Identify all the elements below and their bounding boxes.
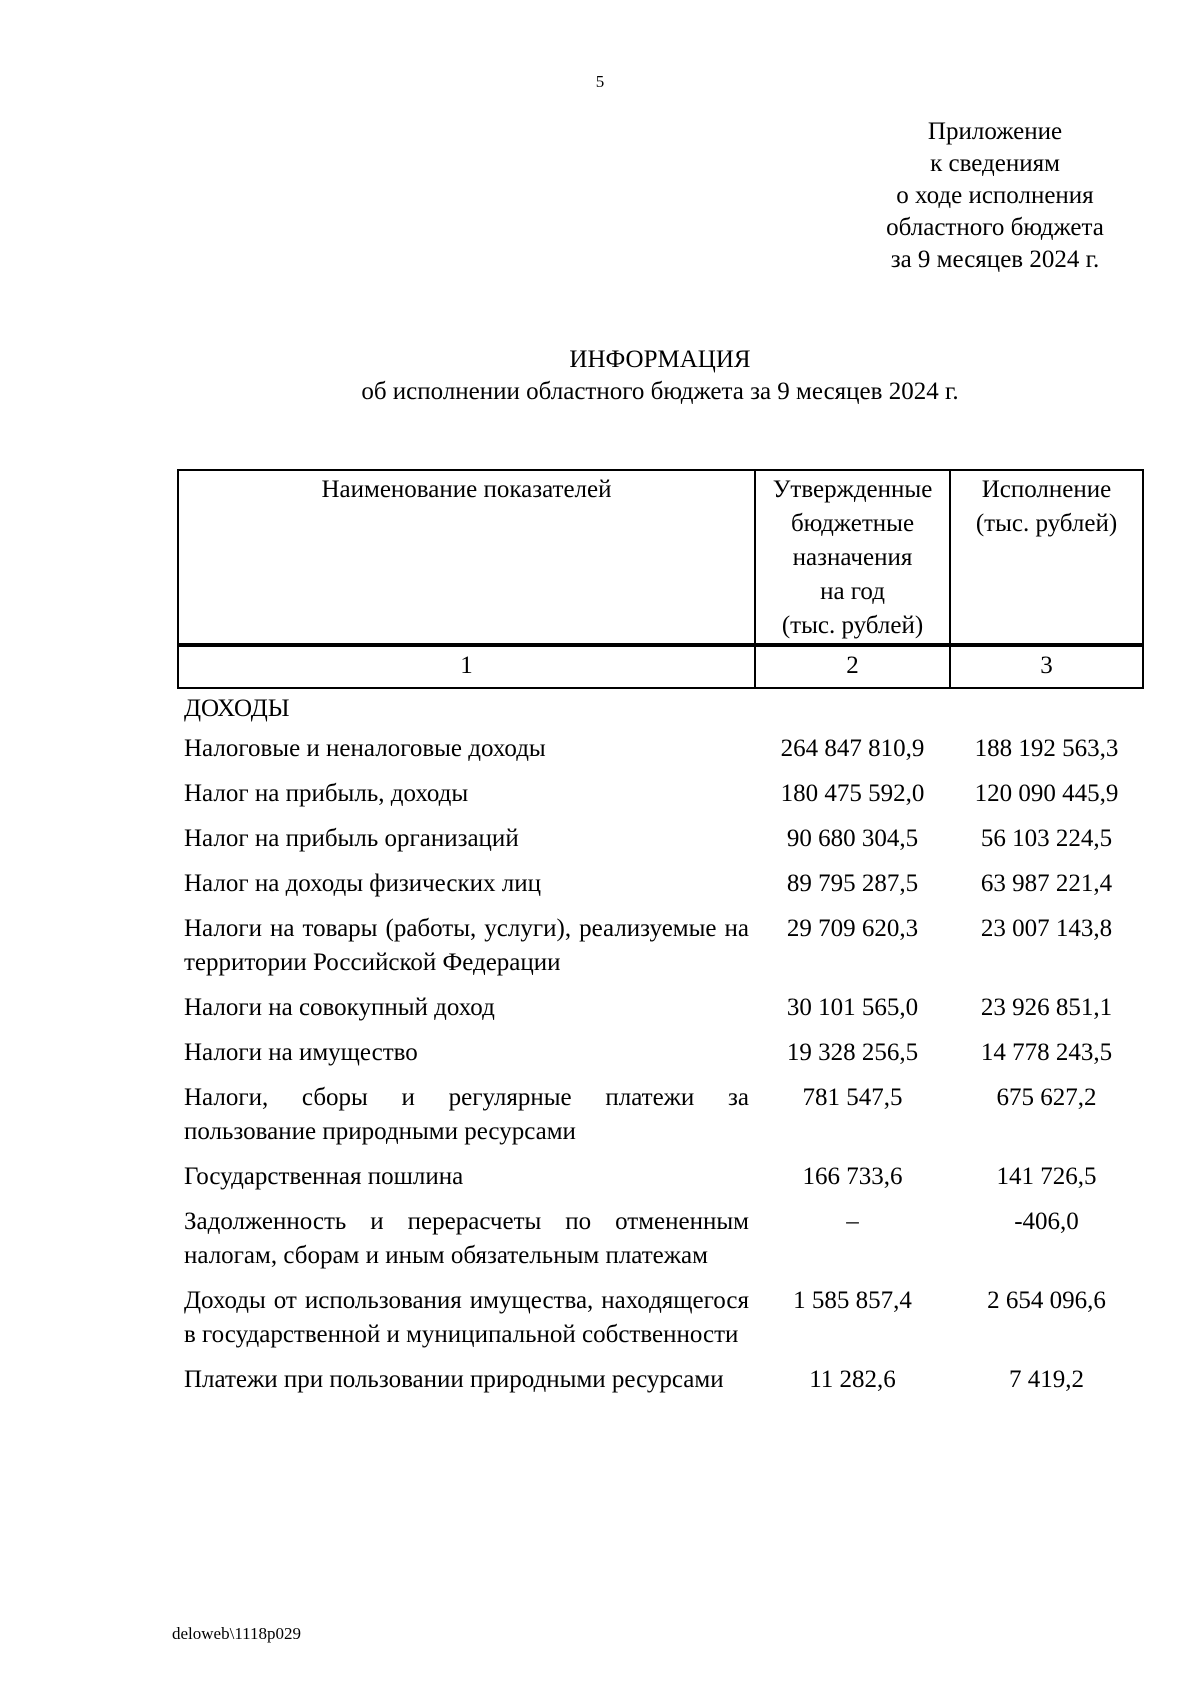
column-number: 2	[755, 645, 950, 688]
table-row	[178, 1076, 1143, 1155]
row-approved: 29 709 620,3	[786, 915, 919, 942]
row-executed: 141 726,5	[996, 1163, 1097, 1190]
header-executed-line: (тыс. рублей)	[975, 510, 1118, 537]
row-executed: 63 987 221,4	[980, 870, 1113, 897]
table-header-row	[178, 470, 1143, 645]
header-approved-line: назначения	[792, 544, 913, 571]
row-name: Государственная пошлина	[184, 1163, 464, 1190]
budget-table	[177, 469, 1144, 1403]
row-approved: 264 847 810,9	[780, 735, 925, 762]
row-name: Налоги на имущество	[184, 1039, 418, 1066]
column-number: 1	[178, 645, 755, 688]
header-approved	[755, 470, 950, 645]
row-executed: 23 007 143,8	[980, 915, 1113, 942]
table-row	[178, 1031, 1143, 1076]
row-name: Доходы от использования имущества, находящегося в государственной и муниципальной собственности	[184, 1287, 749, 1348]
row-approved: 781 547,5	[802, 1084, 903, 1111]
page-number: 5	[595, 72, 605, 91]
appendix-line: областного бюджета	[886, 214, 1104, 241]
row-executed: 7 419,2	[1009, 1366, 1084, 1393]
row-approved: 11 282,6	[809, 1366, 896, 1393]
row-executed: 56 103 224,5	[980, 825, 1113, 852]
section-title: ДОХОДЫ	[184, 695, 290, 722]
header-executed-line: Исполнение	[981, 476, 1112, 503]
appendix-block	[820, 116, 1170, 276]
row-approved: 166 733,6	[802, 1163, 903, 1190]
row-executed: 14 778 243,5	[980, 1039, 1113, 1066]
header-approved-line: на год	[820, 578, 885, 605]
title-heading: ИНФОРМАЦИЯ	[569, 346, 751, 373]
row-executed: 675 627,2	[996, 1084, 1097, 1111]
header-executed	[950, 470, 1143, 645]
appendix-line: о ходе исполнения	[896, 182, 1094, 209]
row-approved: 19 328 256,5	[786, 1039, 919, 1066]
row-approved: 180 475 592,0	[780, 780, 925, 807]
row-name: Налог на доходы физических лиц	[184, 870, 541, 897]
header-approved-line: (тыс. рублей)	[781, 612, 924, 639]
budget-table-container	[177, 469, 1142, 1403]
document-title	[0, 344, 1200, 408]
row-name: Налоги, сборы и регулярные платежи за пользование природными ресурсами	[184, 1084, 749, 1145]
row-approved: 89 795 287,5	[786, 870, 919, 897]
row-name: Налоги на товары (работы, услуги), реализуемые на территории Российской Федерации	[184, 915, 749, 976]
row-executed: 188 192 563,3	[974, 735, 1119, 762]
table-row	[178, 1358, 1143, 1403]
appendix-line: к сведениям	[930, 150, 1060, 177]
row-executed: -406,0	[1014, 1208, 1079, 1235]
header-approved-line: бюджетные	[790, 510, 915, 537]
row-name: Налоговые и неналоговые доходы	[184, 735, 546, 762]
row-name: Налоги на совокупный доход	[184, 994, 495, 1021]
row-approved: –	[846, 1208, 859, 1235]
row-approved: 90 680 304,5	[786, 825, 919, 852]
table-row	[178, 772, 1143, 817]
table-row	[178, 1279, 1143, 1358]
table-row	[178, 862, 1143, 907]
row-name: Налог на прибыль организаций	[184, 825, 519, 852]
row-executed: 120 090 445,9	[974, 780, 1119, 807]
table-row	[178, 1200, 1143, 1279]
header-approved-line: Утвержденные	[772, 476, 933, 503]
table-row	[178, 907, 1143, 986]
row-approved: 1 585 857,4	[793, 1287, 912, 1314]
table-row	[178, 986, 1143, 1031]
title-subheading: об исполнении областного бюджета за 9 месяцев 2024 г.	[361, 378, 959, 405]
table-row	[178, 1155, 1143, 1200]
row-name: Налог на прибыль, доходы	[184, 780, 469, 807]
row-name: Платежи при пользовании природными ресурсами	[184, 1366, 724, 1393]
appendix-line: за 9 месяцев 2024 г.	[890, 246, 1100, 273]
row-name: Задолженность и перерасчеты по отмененным налогам, сборам и иным обязательным платежам	[184, 1208, 749, 1269]
column-number: 3	[950, 645, 1143, 688]
table-row	[178, 727, 1143, 772]
footer-file-ref: deloweb\1118p029	[172, 1624, 302, 1643]
row-executed: 2 654 096,6	[987, 1287, 1106, 1314]
row-approved: 30 101 565,0	[786, 994, 919, 1021]
appendix-line: Приложение	[927, 118, 1063, 145]
table-row	[178, 817, 1143, 862]
row-executed: 23 926 851,1	[980, 994, 1113, 1021]
section-row	[178, 688, 1143, 727]
column-number-row	[178, 645, 1143, 688]
header-name: Наименование показателей	[178, 470, 755, 645]
